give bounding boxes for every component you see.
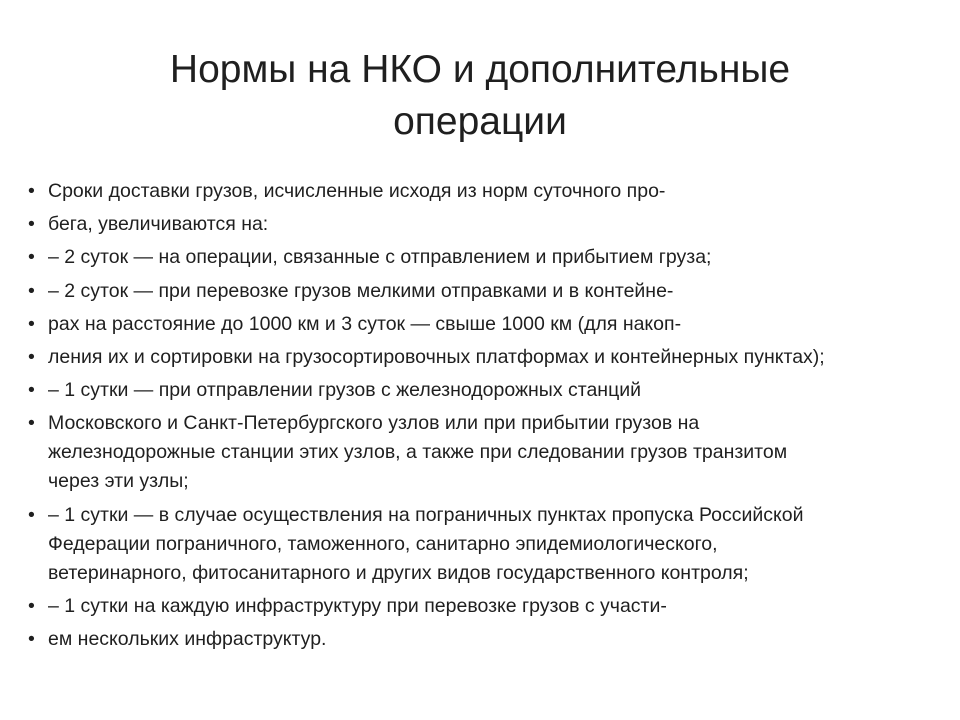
bullet-text-line: Сроки доставки грузов, исчисленные исходя из норм суточного про- [48, 180, 666, 202]
title-line-1: Нормы на НКО и дополнительные [169, 48, 791, 91]
bullet-text-line: ления их и сортировки на грузосортировочных платформах и контейнерных пунктах); [48, 345, 825, 368]
bullet-text-line: – 1 сутки на каждую инфраструктуру при перевозке грузов с участи- [48, 594, 667, 617]
bullet-item [28, 310, 948, 339]
bullet-marker: • [28, 246, 35, 269]
bullet-text-line: – 2 суток — при перевозке грузов мелкими отправками и в контейне- [48, 279, 674, 302]
bullet-marker: • [28, 412, 35, 435]
bullet-text-line: через эти узлы; [48, 470, 189, 493]
bullet-marker: • [28, 627, 35, 650]
bullet-marker: • [28, 312, 35, 335]
bullet-item [28, 376, 948, 405]
bullet-item [28, 501, 948, 588]
bullet-list [28, 177, 948, 658]
bullet-item [28, 592, 948, 621]
bullet-text-line: – 2 суток — на операции, связанные с отправлением и прибытием груза; [48, 246, 712, 269]
bullet-text-line: ветеринарного, фитосанитарного и других видов государственного контроля; [48, 561, 749, 584]
bullet-item [28, 243, 948, 272]
bullet-text-line: бега, увеличиваются на: [48, 213, 269, 236]
bullet-text-line: ем нескольких инфраструктур. [48, 627, 327, 650]
bullet-text-line: железнодорожные станции этих узлов, а также при следовании грузов транзитом [48, 441, 788, 464]
bullet-item [28, 177, 948, 206]
bullet-marker: • [28, 213, 35, 236]
bullet-item [28, 343, 948, 372]
bullet-text-line: Федерации пограничного, таможенного, санитарно эпидемиологического, [48, 532, 718, 555]
bullet-text-line: – 1 сутки — при отправлении грузов с железнодорожных станций [48, 379, 642, 402]
bullet-marker: • [28, 503, 35, 526]
bullet-item [28, 277, 948, 306]
bullet-text-line: рах на расстояние до 1000 км и 3 суток — свыше 1000 км (для накоп- [48, 312, 682, 335]
bullet-item [28, 210, 948, 239]
bullet-marker: • [28, 180, 35, 202]
bullet-marker: • [28, 279, 35, 302]
bullet-marker: • [28, 594, 35, 617]
bullet-text-line: Московского и Санкт-Петербургского узлов или при прибытии грузов на [48, 412, 700, 435]
bullet-marker: • [28, 379, 35, 402]
bullet-text-line: – 1 сутки — в случае осуществления на пограничных пунктах пропуска Российской [48, 503, 804, 526]
bullet-item [28, 625, 948, 654]
bullet-marker: • [28, 345, 35, 368]
bullet-item [28, 409, 948, 496]
slide-title [80, 44, 880, 148]
title-line-2: операции [393, 100, 567, 143]
